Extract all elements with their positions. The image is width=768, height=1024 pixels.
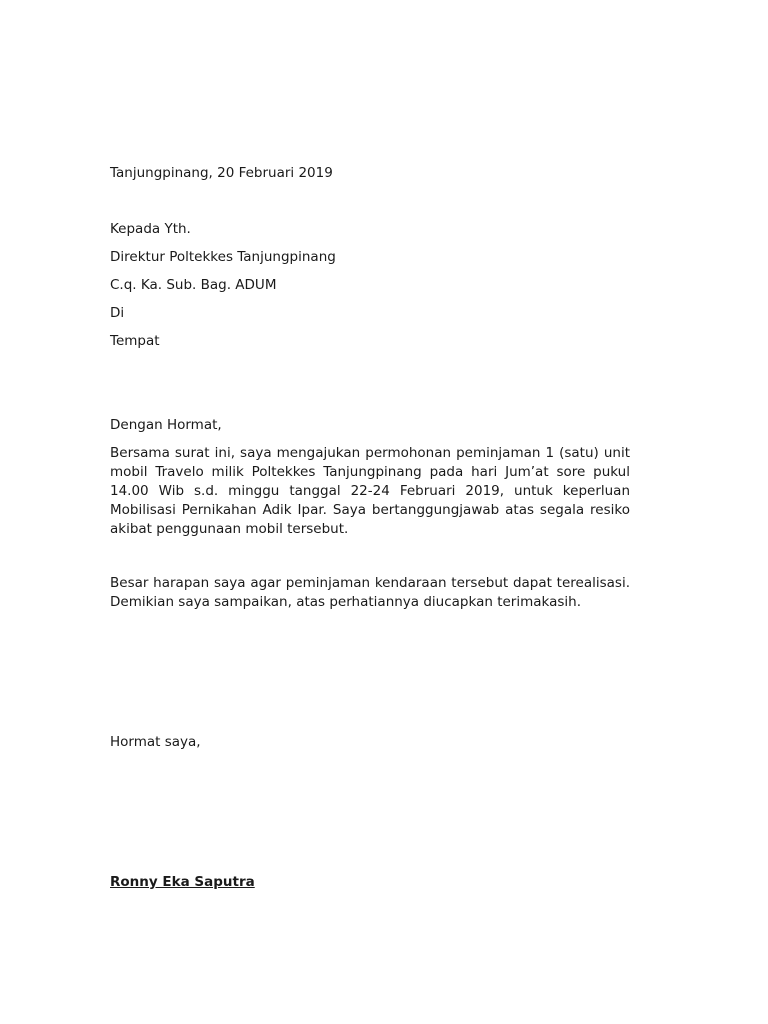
greeting: Dengan Hormat, [110,417,222,433]
body-paragraph-2: Besar harapan saya agar peminjaman kendaraan tersebut dapat terealisasi. Demikian saya sampaikan, atas perhatiannya diucapkan terimakasih. [110,575,630,610]
recipient-attention: C.q. Ka. Sub. Bag. ADUM [110,277,277,293]
recipient-location: Tempat [110,333,160,349]
recipient-location-prefix: Di [110,305,125,321]
recipient-salutation: Kepada Yth. [110,221,191,237]
recipient-name: Direktur Poltekkes Tanjungpinang [110,249,336,265]
body-paragraph-1: Bersama surat ini, saya mengajukan permohonan peminjaman 1 (satu) unit mobil Travelo milik Poltekkes Tanjungpinang pada hari Jum’at sore pukul 14.00 Wib s.d. minggu tanggal 22-24 Februari 2019, untuk keperluan Mobilisasi Pernikahan Adik Ipar. Saya bertanggungjawab atas segala resiko akibat penggunaan mobil tersebut. [110,445,630,537]
closing: Hormat saya, [110,734,201,750]
signatory-name: Ronny Eka Saputra [110,874,255,890]
place-date: Tanjungpinang, 20 Februari 2019 [110,165,333,181]
